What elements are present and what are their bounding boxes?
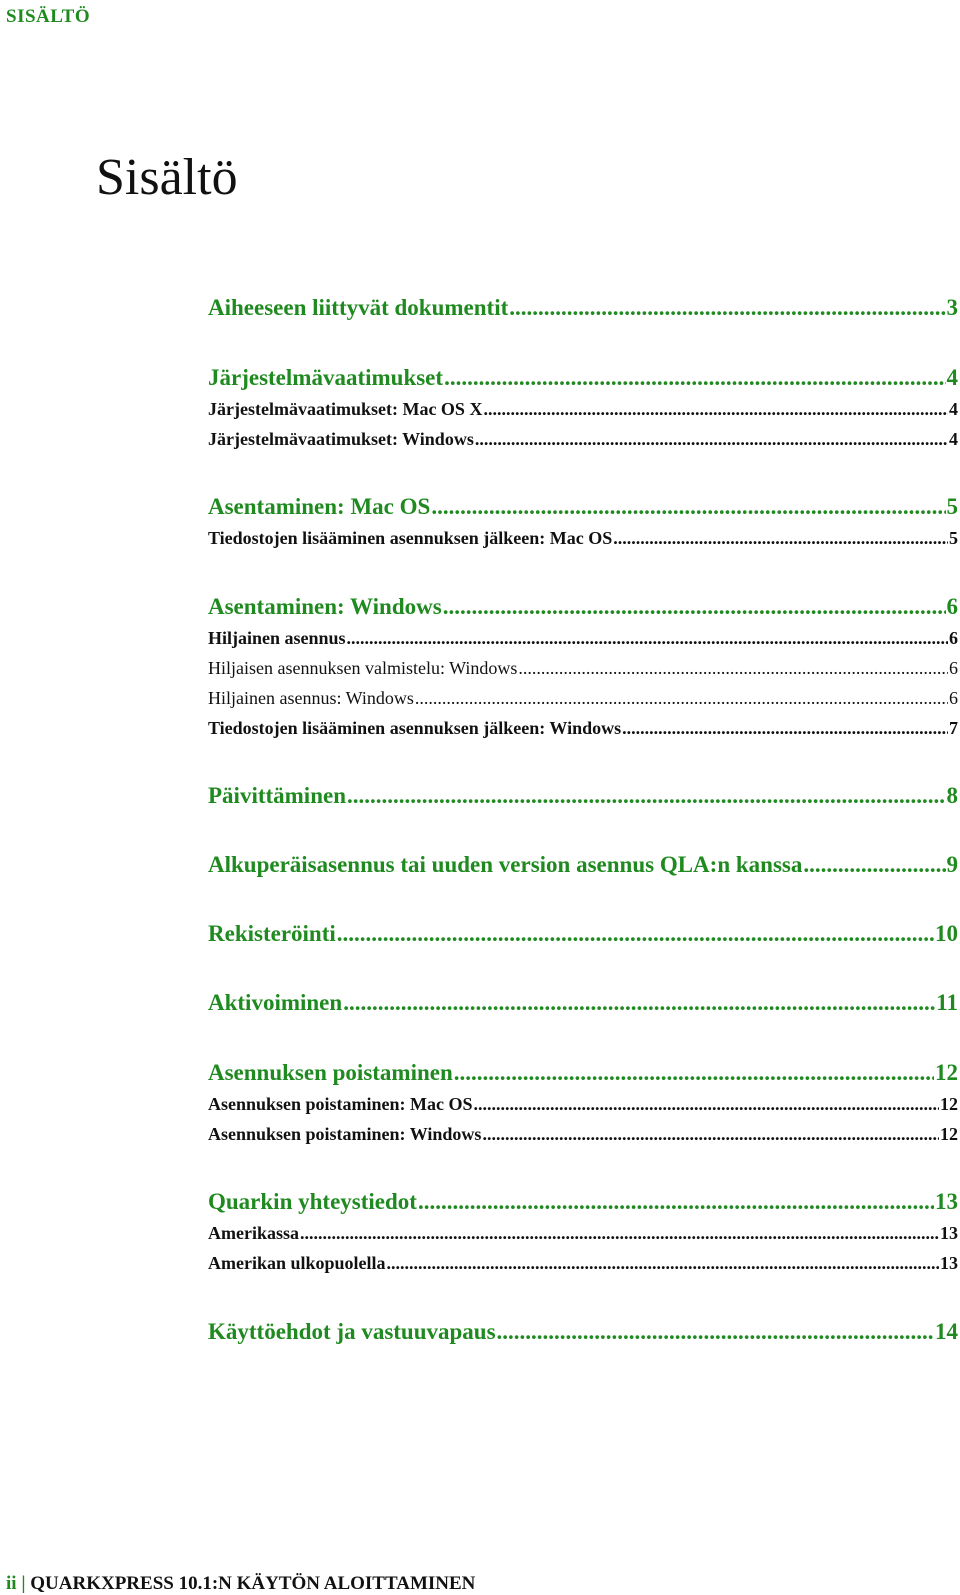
running-footer [6, 1573, 475, 1595]
toc-entry[interactable] [208, 296, 958, 319]
toc-entry[interactable] [208, 784, 958, 807]
toc-entry[interactable] [208, 659, 958, 677]
toc-entry[interactable] [208, 1095, 958, 1113]
toc-leader [431, 495, 945, 518]
toc-page-number: 5 [949, 528, 958, 548]
toc-page-number: 6 [949, 628, 958, 648]
toc-page-number: 6 [949, 658, 958, 678]
toc-entry-title: Järjestelmävaatimukset: Windows [208, 429, 474, 449]
toc-page-number: 7 [949, 718, 958, 738]
toc-page-number: 6 [949, 688, 958, 708]
toc-leader [509, 296, 945, 319]
toc-leader [444, 366, 945, 389]
page-title: Sisältö [96, 149, 238, 206]
running-header: SISÄLTÖ [6, 6, 91, 27]
toc-leader [415, 689, 948, 707]
toc-leader [475, 430, 948, 448]
toc-entry[interactable] [208, 853, 958, 876]
toc-entry[interactable] [208, 1254, 958, 1272]
toc-entry-title: Järjestelmävaatimukset: Mac OS X [208, 399, 483, 419]
toc-entry-title: Hiljainen asennus [208, 628, 346, 648]
toc-page-number: 3 [946, 295, 958, 320]
toc-entry[interactable] [208, 689, 958, 707]
footer-title: QUARKXPRESS 10.1:N KÄYTÖN ALOITTAMINEN [30, 1573, 476, 1594]
toc-entry[interactable] [208, 529, 958, 547]
toc-page-number: 4 [949, 399, 958, 419]
toc-page-number: 12 [940, 1094, 958, 1114]
toc-entry-title: Käyttöehdot ja vastuuvapaus [208, 1319, 496, 1344]
toc-leader [300, 1224, 939, 1242]
toc-page-number: 14 [935, 1319, 958, 1344]
toc-entry[interactable] [208, 1320, 958, 1343]
toc-entry-title: Päivittäminen [208, 783, 346, 808]
toc-leader [483, 400, 948, 418]
toc-leader [337, 922, 934, 945]
toc-entry[interactable] [208, 430, 958, 448]
toc-entry-title: Aiheeseen liittyvät dokumentit [208, 295, 509, 320]
toc-entry-title: Järjestelmävaatimukset [208, 365, 444, 390]
toc-leader [443, 595, 946, 618]
toc-entry-title: Amerikan ulkopuolella [208, 1253, 386, 1273]
toc-entry[interactable] [208, 1061, 958, 1084]
toc-page-number: 4 [949, 429, 958, 449]
footer-separator: | [21, 1573, 26, 1594]
toc-entry-title: Aktivoiminen [208, 990, 343, 1015]
toc-page-number: 13 [935, 1189, 958, 1214]
toc-page-number: 4 [946, 365, 958, 390]
toc-entry-title: Asennuksen poistaminen: Windows [208, 1124, 482, 1144]
toc-entry-title: Hiljainen asennus: Windows [208, 688, 414, 708]
toc-page-number: 12 [940, 1124, 958, 1144]
toc-leader [474, 1095, 939, 1113]
toc-page-number: 6 [946, 594, 958, 619]
toc-entry-title: Asentaminen: Windows [208, 594, 442, 619]
toc-entry-title: Asennuksen poistaminen: Mac OS [208, 1094, 473, 1114]
toc-leader [347, 784, 946, 807]
toc-entry[interactable] [208, 922, 958, 945]
toc-leader [454, 1061, 934, 1084]
toc-page-number: 9 [946, 852, 958, 877]
toc-page-number: 8 [946, 783, 958, 808]
toc-leader [497, 1320, 934, 1343]
toc-leader [347, 629, 948, 647]
toc-page-number: 5 [946, 494, 958, 519]
toc-leader [613, 529, 948, 547]
toc-leader [803, 853, 945, 876]
toc-entry[interactable] [208, 1125, 958, 1143]
toc-leader [387, 1254, 939, 1272]
toc-leader [418, 1190, 934, 1213]
toc-page-number: 13 [940, 1223, 958, 1243]
toc-entry[interactable] [208, 719, 958, 737]
toc-entry-title: Rekisteröinti [208, 921, 336, 946]
toc-leader [482, 1125, 939, 1143]
toc-page-number: 12 [935, 1060, 958, 1085]
footer-page-number: ii [6, 1573, 17, 1594]
toc-entry-title: Quarkin yhteystiedot [208, 1189, 417, 1214]
toc-entry[interactable] [208, 366, 958, 389]
toc-entry-title: Tiedostojen lisääminen asennuksen jälkeen: Mac OS [208, 528, 613, 548]
toc-entry[interactable] [208, 400, 958, 418]
toc-leader [343, 991, 935, 1014]
toc-page-number: 13 [940, 1253, 958, 1273]
toc-entry-title: Asentaminen: Mac OS [208, 494, 431, 519]
toc-entry-title: Amerikassa [208, 1223, 299, 1243]
toc-entry-title: Alkuperäisasennus tai uuden version asennus QLA:n kanssa [208, 852, 803, 877]
toc-entry[interactable] [208, 1190, 958, 1213]
toc-entry-title: Hiljaisen asennuksen valmistelu: Windows [208, 658, 518, 678]
toc-leader [622, 719, 948, 737]
toc-entry[interactable] [208, 991, 958, 1014]
toc-entry[interactable] [208, 495, 958, 518]
toc-entry[interactable] [208, 629, 958, 647]
toc-leader [518, 659, 948, 677]
toc-entry-title: Tiedostojen lisääminen asennuksen jälkeen: Windows [208, 718, 622, 738]
toc-entry[interactable] [208, 595, 958, 618]
toc-page-number: 10 [935, 921, 958, 946]
toc-page-number: 11 [936, 990, 958, 1015]
toc-entry[interactable] [208, 1224, 958, 1242]
toc-entry-title: Asennuksen poistaminen [208, 1060, 453, 1085]
